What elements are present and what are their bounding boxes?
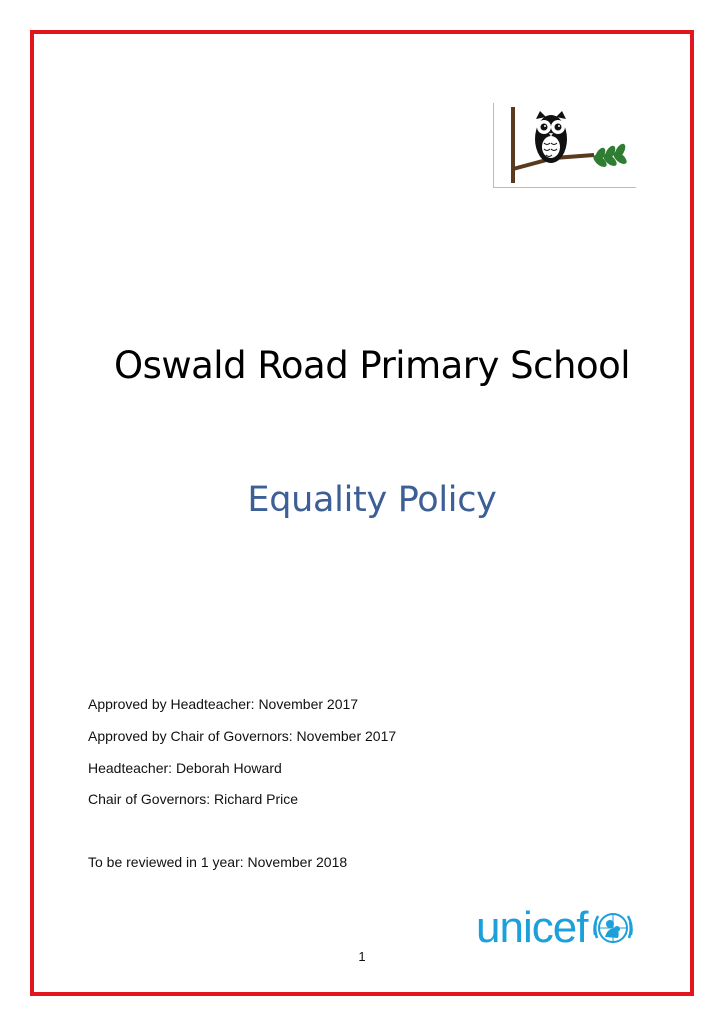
owl-logo-icon xyxy=(494,103,636,187)
school-name: Oswald Road Primary School xyxy=(113,344,631,387)
page-number: 1 xyxy=(358,949,366,964)
school-logo xyxy=(493,103,636,188)
unicef-logo xyxy=(476,903,636,953)
review-date: To be reviewed in 1 year: November 2018 xyxy=(88,854,348,870)
approved-by-chair: Approved by Chair of Governors: November 2017 xyxy=(88,728,397,744)
unicef-wordmark: unicef xyxy=(476,903,588,952)
chair-of-governors-name: Chair of Governors: Richard Price xyxy=(88,791,299,807)
headteacher-name: Headteacher: Deborah Howard xyxy=(88,760,282,776)
policy-title: Equality Policy xyxy=(247,480,497,520)
approved-by-headteacher: Approved by Headteacher: November 2017 xyxy=(88,696,359,712)
unicef-emblem-icon xyxy=(590,905,636,951)
